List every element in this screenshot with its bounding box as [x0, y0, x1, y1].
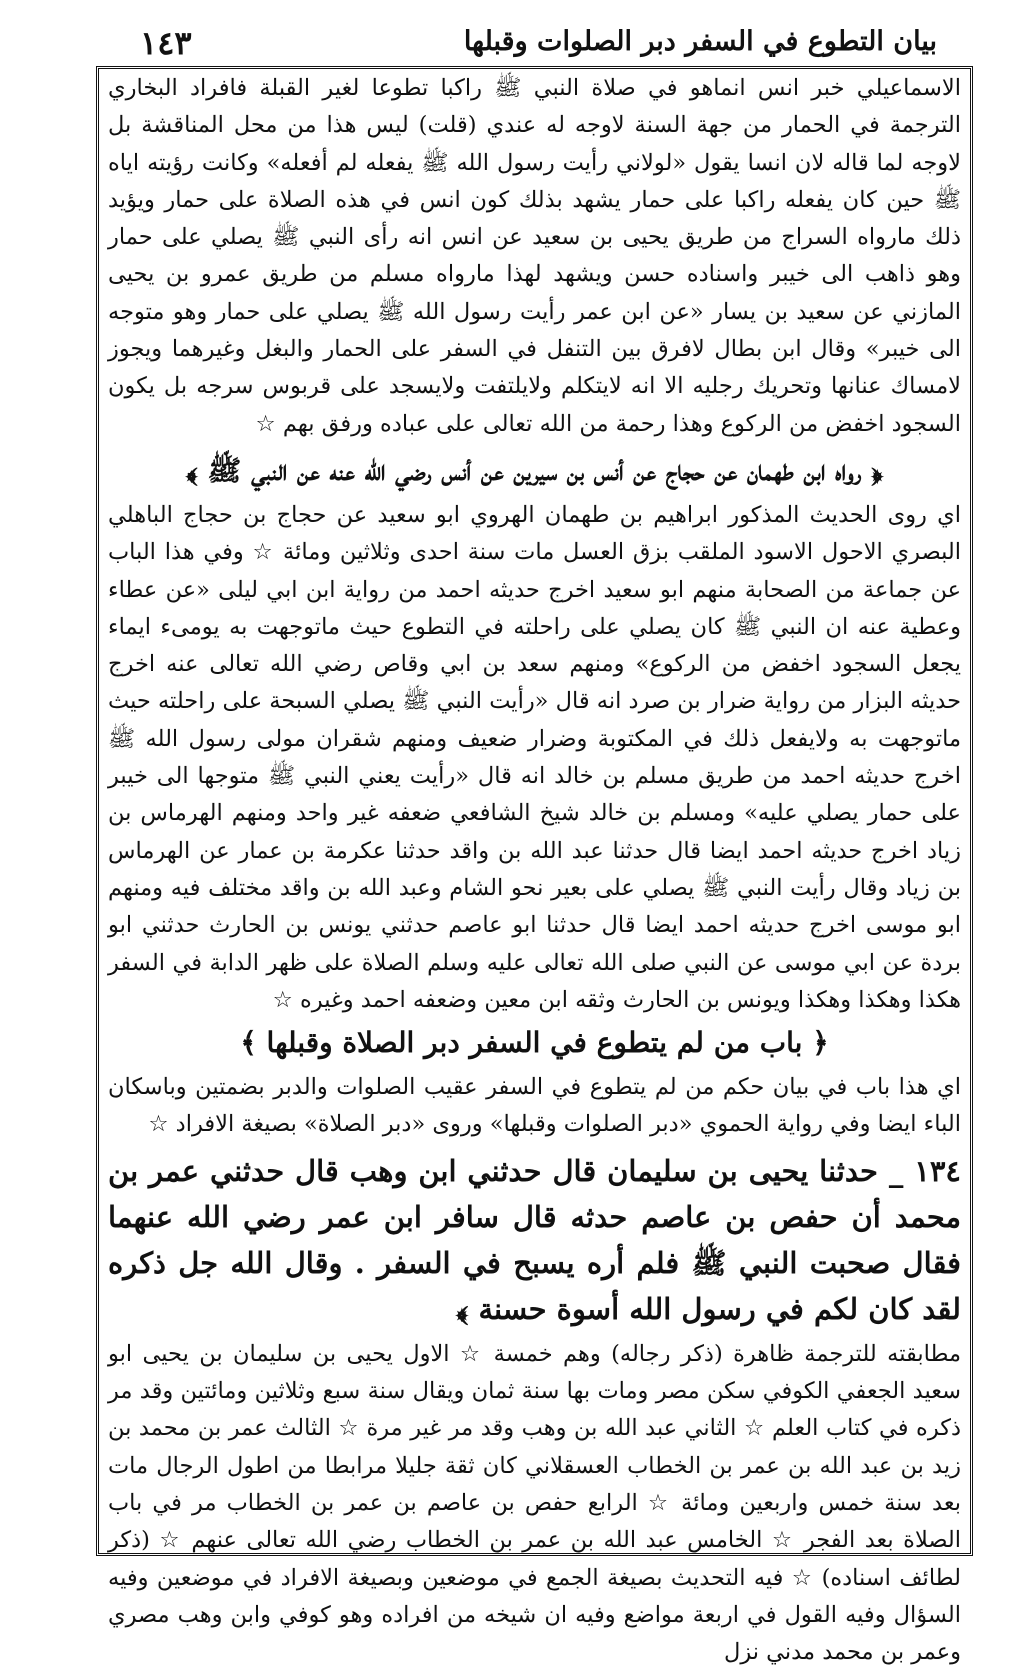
running-header	[100, 22, 937, 64]
hadith-text: ١٣٤ _ حدثنا يحيى بن سليمان قال حدثني ابن وهب قال حدثني عمر بن محمد أن حفص بن عاصم حدثه قال سافر ابن عمر رضي الله عنهما فقال صحبت النبي ﷺ فلم أره يسبح في السفر . وقال الله جل ذكره لقد كان لكم في رسول الله أسوة حسنة ﴾	[108, 1153, 961, 1326]
commentary-paragraph-1: الاسماعيلي خبر انس انماهو في صلاة النبي ﷺ راكبا تطوعا لغير القبلة فافراد البخاري الترجمة في الحمار من جهة السنة لاوجه له عندي (قلت) ليس هذا من محل المناقشة بل لاوجه لما قاله لان انسا يقول «لولاني رأيت رسول الله ﷺ يفعله لم أفعله» وكانت رؤيته اياه ﷺ حين كان يفعله راكبا على حمار يشهد بذلك كون انس في هذه الصلاة على حمار ويؤيد ذلك مارواه السراج من طريق يحيى بن سعيد عن انس انه رأى النبي ﷺ يصلي على حمار وهو ذاهب الى خيبر واسناده حسن ويشهد لهذا مارواه مسلم من طريق عمرو بن يحيى المازني عن سعيد بن يسار «عن ابن عمر رأيت رسول الله ﷺ يصلي على حمار وهو متوجه الى خيبر» وقال ابن بطال لافرق بين التنفل في السفر على الحمار والبغل وغيرهما ويجوز لامساك عنانها وتحريك رجليه الا انه لايتكلم ولايلتفت ولايسجد على قربوس سرجه بل يكون السجود اخفض من الركوع وهذا رحمة من الله تعالى على عباده ورفق بهم ☆	[108, 75, 961, 437]
section-heading-riwaya: ﴿ رواه ابن طهمان عن حجاج عن أنس بن سيرين عن أنس رضي الله عنه عن النبي ﷺ ﴾	[186, 453, 883, 487]
commentary-paragraph-4: مطابقته للترجمة ظاهرة (ذكر رجاله) وهم خمسة ☆ الاول يحيى بن سليمان بن يحيى ابو سعيد الجعفي الكوفي سكن مصر ومات بها سنة ثمان ويقال سنة سبع وثلاثين ومائتين وقد مر ذكره في كتاب العلم ☆ الثاني عبد الله بن وهب وقد مر غير مرة ☆ الثالث عمر بن محمد بن زيد بن عبد الله بن عمر بن الخطاب العسقلاني كان ثقة جليلا مرابطا من اطول الرجال مات بعد سنة خمس واربعين ومائة ☆ الرابع حفص بن عاصم بن عمر بن الخطاب مر في باب الصلاة بعد الفجر ☆ الخامس عبد الله بن عمر بن الخطاب رضي الله تعالى عنهم ☆ (ذكر لطائف اسناده) ☆ فيه التحديث بصيغة الجمع في موضعين وبصيغة الافراد في موضعين وفيه السؤال وفيه القول في اربعة مواضع وفيه ان شيخه من افراده وهو كوفي وابن وهب مصري وعمر بن محمد مدني نزل	[108, 1340, 961, 1666]
header-title: بيان التطوع في السفر دبر الصلوات وقبلها	[463, 26, 937, 57]
chapter-heading: ﴿ باب من لم يتطوع في السفر دبر الصلاة وقبلها ﴾	[240, 1026, 829, 1060]
commentary-paragraph-2: اي روى الحديث المذكور ابراهيم بن طهمان الهروي ابو سعيد عن حجاج بن حجاج الباهلي البصري الاحول الاسود الملقب بزق العسل مات سنة احدى وثلاثين ومائة ☆ وفي هذا الباب عن جماعة من الصحابة منهم ابو سعيد اخرج حديثه احمد من رواية ابن ابي ليلى «عن عطاء وعطية عنه ان النبي ﷺ كان يصلي على راحلته في التطوع حيث ماتوجهت به يومىء ايماء يجعل السجود اخفض من الركوع» ومنهم سعد بن ابي وقاص رضي الله تعالى عنه اخرج حديثه البزار من رواية ضرار بن صرد انه قال «رأيت النبي ﷺ يصلي السبحة على راحلته حيث ماتوجهت به ولايفعل ذلك في المكتوبة وضرار ضعيف ومنهم شقران مولى رسول الله ﷺ اخرج حديثه احمد من طريق مسلم بن خالد انه قال «رأيت يعني النبي ﷺ متوجها الى خيبر على حمار يصلي عليه» ومسلم بن خالد شيخ الشافعي ضعفه غير واحد ومنهم الهرماس بن زياد اخرج حديثه احمد ايضا قال حدثنا عبد الله بن واقد حدثنا عكرمة بن عمار عن الهرماس بن زياد وقال رأيت النبي ﷺ يصلي على بعير نحو الشام وعبد الله بن واقد مختلف فيه ومنهم ابو موسى اخرج حديثه احمد ايضا قال حدثنا ابو عاصم حدثني يونس بن الحارث حدثني ابو بردة عن ابي موسى عن النبي صلى الله تعالى عليه وسلم الصلاة على ظهر الدابة في السفر هكذا وهكذا وهكذا ويونس بن الحارث وثقه ابن معين وضعفه احمد وغيره ☆	[108, 501, 961, 1013]
text-body	[108, 70, 961, 1666]
commentary-paragraph-3: اي هذا باب في بيان حكم من لم يتطوع في السفر عقيب الصلوات والدبر بضمتين وباسكان الباء ايضا وفي رواية الحموي «دبر الصلوات وقبلها» وروى «دبر الصلاة» بصيغة الافراد ☆	[108, 1074, 961, 1138]
page-number: ١٤٣	[140, 24, 192, 62]
